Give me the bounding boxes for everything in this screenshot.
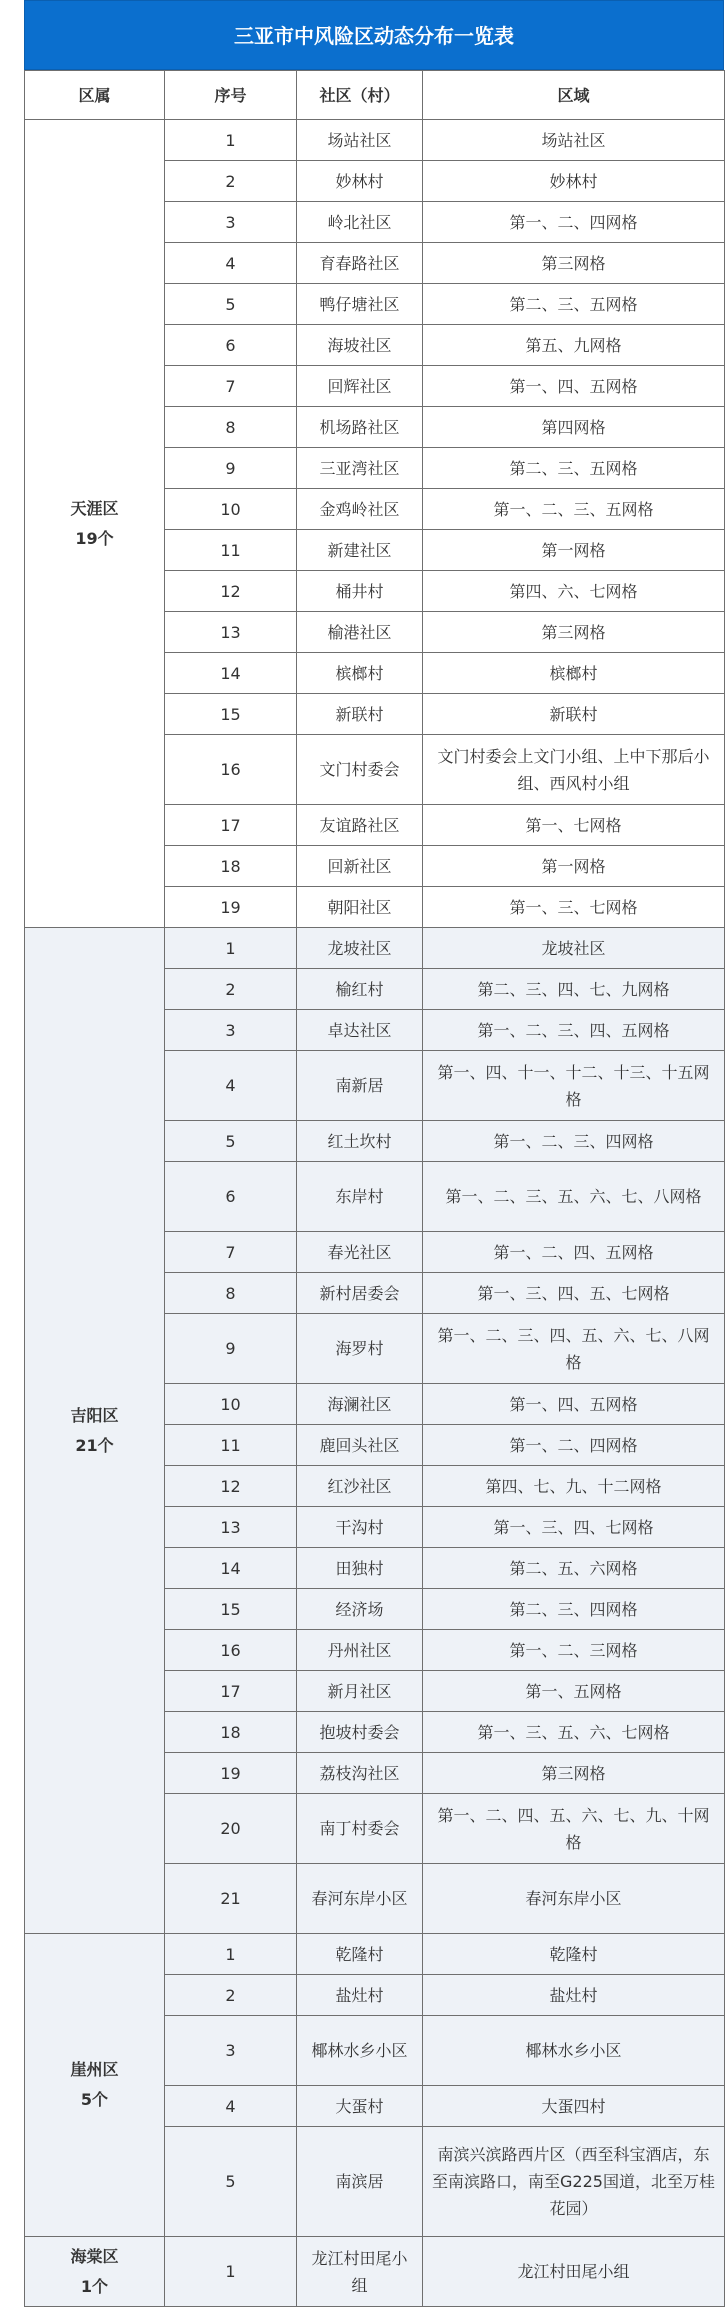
community-cell: 朝阳社区 [297,887,423,928]
community-cell: 南丁村委会 [297,1794,423,1864]
community-cell: 经济场 [297,1589,423,1630]
community-cell: 春光社区 [297,1232,423,1273]
community-cell: 文门村委会 [297,735,423,805]
area-cell: 南滨兴滨路西片区（西至科宝酒店，东至南滨路口，南至G225国道，北至万桂花园） [423,2127,725,2237]
area-cell: 第一网格 [423,846,725,887]
area-cell: 第二、三、五网格 [423,448,725,489]
district-group-tianya [25,120,725,928]
area-cell: 椰林水乡小区 [423,2016,725,2086]
area-cell: 第一、二、三、五网格 [423,489,725,530]
area-cell: 妙林村 [423,161,725,202]
community-cell: 友谊路社区 [297,805,423,846]
area-cell: 第二、五、六网格 [423,1548,725,1589]
area-cell: 春河东岸小区 [423,1864,725,1934]
risk-table-container [24,0,724,2307]
header-area: 区域 [423,71,725,120]
district-cell [25,1934,165,2237]
row-number-cell: 1 [165,1934,297,1975]
table-row [25,120,725,161]
area-cell: 第一、二、四网格 [423,1425,725,1466]
area-cell: 槟榔村 [423,653,725,694]
area-cell: 场站社区 [423,120,725,161]
header-row [25,71,725,120]
row-number-cell: 4 [165,243,297,284]
row-number-cell: 2 [165,1975,297,2016]
community-cell: 回新社区 [297,846,423,887]
area-cell: 第一、二、四、五、六、七、九、十网格 [423,1794,725,1864]
community-cell: 大蛋村 [297,2086,423,2127]
row-number-cell: 9 [165,448,297,489]
row-number-cell: 15 [165,694,297,735]
area-cell: 第三网格 [423,1753,725,1794]
community-cell: 东岸村 [297,1162,423,1232]
community-cell: 三亚湾社区 [297,448,423,489]
community-cell: 鸭仔塘社区 [297,284,423,325]
row-number-cell: 1 [165,2237,297,2307]
area-cell: 龙坡社区 [423,928,725,969]
community-cell: 红土坎村 [297,1121,423,1162]
community-cell: 鹿回头社区 [297,1425,423,1466]
area-cell: 文门村委会上文门小组、上中下那后小组、西风村小组 [423,735,725,805]
area-cell: 第一、三、四、五、七网格 [423,1273,725,1314]
community-cell: 盐灶村 [297,1975,423,2016]
row-number-cell: 5 [165,2127,297,2237]
risk-area-table [24,70,725,2307]
district-cell [25,928,165,1934]
area-cell: 盐灶村 [423,1975,725,2016]
row-number-cell: 19 [165,1753,297,1794]
area-cell: 第一、二、三网格 [423,1630,725,1671]
header-number: 序号 [165,71,297,120]
area-cell: 第五、九网格 [423,325,725,366]
area-cell: 第一、二、三、四网格 [423,1121,725,1162]
area-cell: 第一、四、五网格 [423,1384,725,1425]
district-group-yazhou [25,1934,725,2237]
district-cell [25,2237,165,2307]
row-number-cell: 13 [165,1507,297,1548]
area-cell: 第一、二、三、五、六、七、八网格 [423,1162,725,1232]
area-cell: 大蛋四村 [423,2086,725,2127]
area-cell: 乾隆村 [423,1934,725,1975]
row-number-cell: 7 [165,366,297,407]
area-cell: 第二、三、四、七、九网格 [423,969,725,1010]
row-number-cell: 20 [165,1794,297,1864]
area-cell: 第一、四、五网格 [423,366,725,407]
area-cell: 第一网格 [423,530,725,571]
row-number-cell: 11 [165,1425,297,1466]
community-cell: 龙坡社区 [297,928,423,969]
row-number-cell: 4 [165,2086,297,2127]
area-cell: 第一、三、五、六、七网格 [423,1712,725,1753]
header-community: 社区（村） [297,71,423,120]
community-cell: 海罗村 [297,1314,423,1384]
row-number-cell: 7 [165,1232,297,1273]
area-cell: 第一、二、三、四、五网格 [423,1010,725,1051]
community-cell: 海坡社区 [297,325,423,366]
district-count: 19个 [75,528,114,548]
row-number-cell: 16 [165,735,297,805]
community-cell: 红沙社区 [297,1466,423,1507]
area-cell: 第一、三、七网格 [423,887,725,928]
district-name: 天涯区 [70,498,119,518]
community-cell: 龙江村田尾小组 [297,2237,423,2307]
community-cell: 岭北社区 [297,202,423,243]
row-number-cell: 3 [165,2016,297,2086]
row-number-cell: 21 [165,1864,297,1934]
area-cell: 第三网格 [423,612,725,653]
area-cell: 第二、三、四网格 [423,1589,725,1630]
row-number-cell: 6 [165,1162,297,1232]
area-cell: 第一、四、十一、十二、十三、十五网格 [423,1051,725,1121]
row-number-cell: 19 [165,887,297,928]
area-cell: 第一、二、四网格 [423,202,725,243]
district-group-haitang [25,2237,725,2307]
community-cell: 春河东岸小区 [297,1864,423,1934]
row-number-cell: 17 [165,1671,297,1712]
row-number-cell: 6 [165,325,297,366]
header-district: 区属 [25,71,165,120]
community-cell: 海澜社区 [297,1384,423,1425]
area-cell: 第一、三、四、七网格 [423,1507,725,1548]
row-number-cell: 11 [165,530,297,571]
community-cell: 荔枝沟社区 [297,1753,423,1794]
row-number-cell: 1 [165,928,297,969]
row-number-cell: 15 [165,1589,297,1630]
community-cell: 育春路社区 [297,243,423,284]
row-number-cell: 14 [165,653,297,694]
community-cell: 椰林水乡小区 [297,2016,423,2086]
community-cell: 妙林村 [297,161,423,202]
row-number-cell: 5 [165,1121,297,1162]
community-cell: 干沟村 [297,1507,423,1548]
row-number-cell: 1 [165,120,297,161]
district-count: 1个 [80,2276,109,2296]
community-cell: 榆港社区 [297,612,423,653]
area-cell: 第一、二、四、五网格 [423,1232,725,1273]
district-count: 21个 [75,1435,114,1455]
community-cell: 南滨居 [297,2127,423,2237]
row-number-cell: 9 [165,1314,297,1384]
community-cell: 南新居 [297,1051,423,1121]
row-number-cell: 10 [165,489,297,530]
district-group-jiyang [25,928,725,1934]
row-number-cell: 16 [165,1630,297,1671]
row-number-cell: 4 [165,1051,297,1121]
district-name: 崖州区 [70,2060,119,2079]
row-number-cell: 3 [165,1010,297,1051]
community-cell: 场站社区 [297,120,423,161]
row-number-cell: 12 [165,1466,297,1507]
district-cell [25,120,165,928]
area-cell: 第四、六、七网格 [423,571,725,612]
table-row [25,1934,725,1975]
area-cell: 第一、七网格 [423,805,725,846]
row-number-cell: 2 [165,161,297,202]
community-cell: 新村居委会 [297,1273,423,1314]
community-cell: 乾隆村 [297,1934,423,1975]
row-number-cell: 2 [165,969,297,1010]
community-cell: 桶井村 [297,571,423,612]
row-number-cell: 8 [165,407,297,448]
community-cell: 田独村 [297,1548,423,1589]
row-number-cell: 5 [165,284,297,325]
area-cell: 龙江村田尾小组 [423,2237,725,2307]
area-cell: 第二、三、五网格 [423,284,725,325]
community-cell: 榆红村 [297,969,423,1010]
area-cell: 第一、二、三、四、五、六、七、八网格 [423,1314,725,1384]
community-cell: 卓达社区 [297,1010,423,1051]
community-cell: 抱坡村委会 [297,1712,423,1753]
area-cell: 第三网格 [423,243,725,284]
row-number-cell: 14 [165,1548,297,1589]
row-number-cell: 10 [165,1384,297,1425]
area-cell: 第一、五网格 [423,1671,725,1712]
community-cell: 金鸡岭社区 [297,489,423,530]
row-number-cell: 3 [165,202,297,243]
community-cell: 槟榔村 [297,653,423,694]
table-row [25,928,725,969]
community-cell: 机场路社区 [297,407,423,448]
community-cell: 丹州社区 [297,1630,423,1671]
community-cell: 回辉社区 [297,366,423,407]
area-cell: 第四、七、九、十二网格 [423,1466,725,1507]
district-count: 5个 [80,2090,109,2109]
community-cell: 新建社区 [297,530,423,571]
row-number-cell: 13 [165,612,297,653]
community-cell: 新联村 [297,694,423,735]
row-number-cell: 17 [165,805,297,846]
row-number-cell: 18 [165,1712,297,1753]
area-cell: 新联村 [423,694,725,735]
community-cell: 新月社区 [297,1671,423,1712]
district-name: 吉阳区 [70,1405,119,1425]
district-name: 海棠区 [70,2246,119,2266]
row-number-cell: 18 [165,846,297,887]
area-cell: 第四网格 [423,407,725,448]
row-number-cell: 8 [165,1273,297,1314]
table-title: 三亚市中风险区动态分布一览表 [24,0,724,70]
row-number-cell: 12 [165,571,297,612]
table-row [25,2237,725,2307]
